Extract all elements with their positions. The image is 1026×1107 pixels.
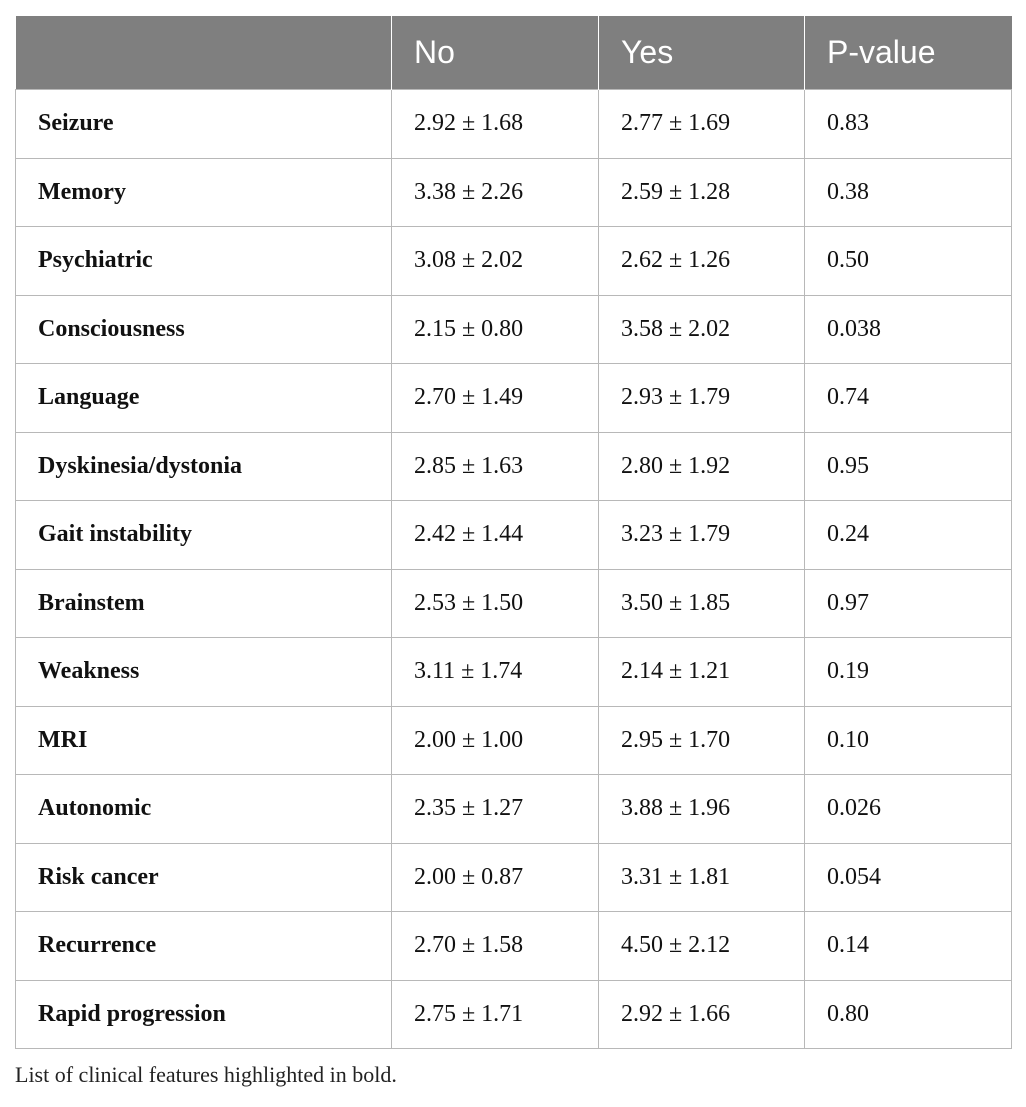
table-row — [16, 980, 1012, 1049]
table-row — [16, 775, 1012, 844]
header-yes: Yes — [599, 16, 805, 90]
no-cell: 2.70 ± 1.58 — [392, 912, 599, 981]
feature-cell: Recurrence — [16, 912, 392, 981]
table-header-row — [16, 16, 1012, 90]
yes-cell: 2.80 ± 1.92 — [599, 432, 805, 501]
table-row — [16, 569, 1012, 638]
feature-cell: Language — [16, 364, 392, 433]
p-value-cell: 0.74 — [805, 364, 1012, 433]
no-cell: 3.08 ± 2.02 — [392, 227, 599, 296]
table-row — [16, 227, 1012, 296]
feature-cell: MRI — [16, 706, 392, 775]
feature-cell: Gait instability — [16, 501, 392, 570]
no-cell: 2.15 ± 0.80 — [392, 295, 599, 364]
table-row — [16, 364, 1012, 433]
no-cell: 2.35 ± 1.27 — [392, 775, 599, 844]
yes-cell: 2.14 ± 1.21 — [599, 638, 805, 707]
p-value-cell: 0.50 — [805, 227, 1012, 296]
table-row — [16, 706, 1012, 775]
yes-cell: 3.23 ± 1.79 — [599, 501, 805, 570]
header-no: No — [392, 16, 599, 90]
feature-cell: Psychiatric — [16, 227, 392, 296]
feature-cell: Dyskinesia/dystonia — [16, 432, 392, 501]
p-value-cell: 0.80 — [805, 980, 1012, 1049]
table-row — [16, 158, 1012, 227]
p-value-cell: 0.10 — [805, 706, 1012, 775]
feature-cell: Memory — [16, 158, 392, 227]
yes-cell: 2.62 ± 1.26 — [599, 227, 805, 296]
no-cell: 2.85 ± 1.63 — [392, 432, 599, 501]
table-row — [16, 90, 1012, 159]
table-row — [16, 501, 1012, 570]
yes-cell: 2.95 ± 1.70 — [599, 706, 805, 775]
p-value-cell: 0.038 — [805, 295, 1012, 364]
table-row — [16, 432, 1012, 501]
no-cell: 2.53 ± 1.50 — [392, 569, 599, 638]
feature-cell: Seizure — [16, 90, 392, 159]
no-cell: 2.00 ± 0.87 — [392, 843, 599, 912]
no-cell: 2.42 ± 1.44 — [392, 501, 599, 570]
table-row — [16, 295, 1012, 364]
yes-cell: 2.93 ± 1.79 — [599, 364, 805, 433]
feature-cell: Rapid progression — [16, 980, 392, 1049]
table-row — [16, 912, 1012, 981]
p-value-cell: 0.24 — [805, 501, 1012, 570]
yes-cell: 3.88 ± 1.96 — [599, 775, 805, 844]
yes-cell: 2.59 ± 1.28 — [599, 158, 805, 227]
yes-cell: 2.92 ± 1.66 — [599, 980, 805, 1049]
table-footnote: List of clinical features highlighted in bold. — [15, 1062, 397, 1087]
feature-cell: Weakness — [16, 638, 392, 707]
p-value-cell: 0.95 — [805, 432, 1012, 501]
no-cell: 2.70 ± 1.49 — [392, 364, 599, 433]
p-value-cell: 0.19 — [805, 638, 1012, 707]
no-cell: 2.00 ± 1.00 — [392, 706, 599, 775]
no-cell: 3.38 ± 2.26 — [392, 158, 599, 227]
feature-cell: Consciousness — [16, 295, 392, 364]
table-row — [16, 638, 1012, 707]
table-row — [16, 843, 1012, 912]
header-p-value: P-value — [805, 16, 1012, 90]
yes-cell: 4.50 ± 2.12 — [599, 912, 805, 981]
p-value-cell: 0.38 — [805, 158, 1012, 227]
yes-cell: 2.77 ± 1.69 — [599, 90, 805, 159]
yes-cell: 3.31 ± 1.81 — [599, 843, 805, 912]
clinical-features-table — [15, 16, 1012, 1049]
no-cell: 2.92 ± 1.68 — [392, 90, 599, 159]
feature-cell: Brainstem — [16, 569, 392, 638]
p-value-cell: 0.14 — [805, 912, 1012, 981]
header-feature — [16, 16, 392, 90]
no-cell: 3.11 ± 1.74 — [392, 638, 599, 707]
p-value-cell: 0.97 — [805, 569, 1012, 638]
yes-cell: 3.50 ± 1.85 — [599, 569, 805, 638]
feature-cell: Risk cancer — [16, 843, 392, 912]
no-cell: 2.75 ± 1.71 — [392, 980, 599, 1049]
p-value-cell: 0.83 — [805, 90, 1012, 159]
p-value-cell: 0.054 — [805, 843, 1012, 912]
feature-cell: Autonomic — [16, 775, 392, 844]
data-table-container — [15, 16, 1011, 1049]
p-value-cell: 0.026 — [805, 775, 1012, 844]
yes-cell: 3.58 ± 2.02 — [599, 295, 805, 364]
